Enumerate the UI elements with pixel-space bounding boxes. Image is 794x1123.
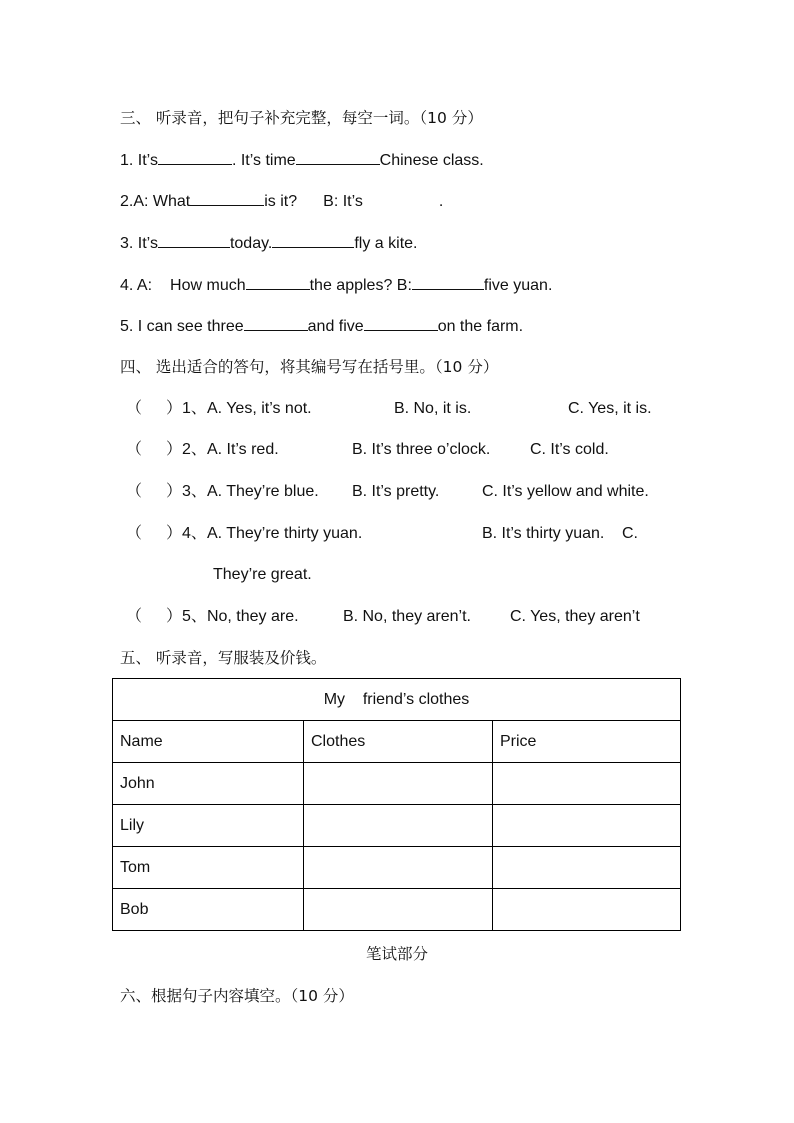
clothes-cell[interactable] [304, 847, 493, 889]
item-number: 5、 [182, 608, 207, 625]
bracket-close: ） [166, 441, 183, 458]
price-cell[interactable] [493, 763, 681, 805]
answer-blank[interactable] [244, 315, 308, 331]
price-cell[interactable] [493, 889, 681, 931]
bracket-close: ） [166, 525, 183, 542]
bracket-open: （ [126, 483, 143, 500]
option-c-continued: They’re great. [213, 566, 312, 583]
table-row [113, 763, 681, 805]
header-name: Name [113, 721, 304, 763]
section-4-heading: 四、 选出适合的答句，将其编号写在括号里。（10 分） [120, 358, 499, 376]
option-c: C. Yes, they aren’t [509, 608, 640, 625]
choice-item-4 [126, 524, 638, 544]
option-b: B. It’s three o’clock. [351, 441, 491, 458]
option-b: B. No, they aren’t. [342, 608, 471, 625]
q-text: 5. I can see three [120, 318, 244, 335]
q-text: B: It’s [323, 193, 363, 210]
section-5-heading: 五、 听录音，写服装及价钱。 [120, 649, 327, 667]
q-text: . It’s time [231, 152, 296, 169]
q-text: 2.A: What [120, 193, 191, 210]
q-text: . [438, 193, 444, 210]
option-b: B. It’s thirty yuan. [481, 525, 605, 542]
item-number: 1、 [182, 400, 207, 417]
answer-blank[interactable] [364, 315, 438, 331]
price-cell[interactable] [493, 805, 681, 847]
q-text: 4. A: [120, 277, 153, 294]
answer-blank[interactable] [296, 149, 380, 165]
bracket-open: （ [126, 441, 143, 458]
name-cell: Bob [113, 889, 304, 931]
q-text: 1. It’s [120, 152, 158, 169]
item-number: 4、 [182, 525, 207, 542]
choice-item-1 [126, 399, 652, 419]
option-b: B. It’s pretty. [351, 483, 440, 500]
table-row [113, 805, 681, 847]
q-text: fly a kite. [354, 235, 418, 252]
answer-blank[interactable] [158, 149, 232, 165]
table-caption: My friend’s clothes [113, 679, 681, 721]
question-3-2 [120, 190, 443, 212]
q-text: the apples? B: [309, 277, 412, 294]
table-row [113, 889, 681, 931]
option-c: C. It’s cold. [529, 441, 609, 458]
choice-item-3 [126, 482, 649, 502]
option-a: No, they are. [206, 608, 299, 625]
option-a: A. It’s red. [206, 441, 279, 458]
item-number: 2、 [182, 441, 207, 458]
answer-blank[interactable] [190, 190, 264, 206]
name-cell: Tom [113, 847, 304, 889]
option-b: B. No, it is. [393, 400, 472, 417]
option-a: A. Yes, it’s not. [206, 400, 312, 417]
clothes-table [112, 678, 681, 931]
header-clothes: Clothes [304, 721, 493, 763]
q-text: Chinese class. [379, 152, 484, 169]
bracket-close: ） [166, 608, 183, 625]
q-text: How much [170, 277, 246, 294]
question-3-1 [120, 149, 484, 171]
q-text: five yuan. [483, 277, 553, 294]
answer-blank[interactable] [246, 274, 310, 290]
answer-blank[interactable] [272, 232, 354, 248]
clothes-cell[interactable] [304, 805, 493, 847]
bracket-open: （ [126, 525, 143, 542]
option-a: A. They’re blue. [206, 483, 319, 500]
clothes-cell[interactable] [304, 889, 493, 931]
price-cell[interactable] [493, 847, 681, 889]
section-6-heading: 六、根据句子内容填空。（10 分） [120, 987, 354, 1005]
name-cell: John [113, 763, 304, 805]
option-c: C. [621, 525, 638, 542]
bracket-close: ） [166, 483, 183, 500]
question-3-4 [120, 274, 552, 296]
written-part-title: 笔试部分 [365, 945, 428, 963]
section-3-heading: 三、 听录音，把句子补充完整，每空一词。（10 分） [120, 109, 483, 127]
bracket-open: （ [126, 608, 143, 625]
question-3-3 [120, 232, 418, 254]
q-text: today. [229, 235, 273, 252]
header-price: Price [493, 721, 681, 763]
option-c: C. Yes, it is. [567, 400, 652, 417]
option-c: C. It’s yellow and white. [481, 483, 649, 500]
item-number: 3、 [182, 483, 207, 500]
q-text: and five [307, 318, 364, 335]
table-row [113, 847, 681, 889]
name-cell: Lily [113, 805, 304, 847]
q-text: is it? [264, 193, 298, 210]
q-text: on the farm. [437, 318, 524, 335]
bracket-open: （ [126, 400, 143, 417]
option-a: A. They’re thirty yuan. [206, 525, 363, 542]
bracket-close: ） [166, 400, 183, 417]
q-text: 3. It’s [120, 235, 158, 252]
question-3-5 [120, 315, 523, 337]
clothes-cell[interactable] [304, 763, 493, 805]
answer-blank[interactable] [412, 274, 484, 290]
answer-blank[interactable] [158, 232, 230, 248]
choice-item-5 [126, 607, 640, 627]
choice-item-2 [126, 440, 609, 460]
